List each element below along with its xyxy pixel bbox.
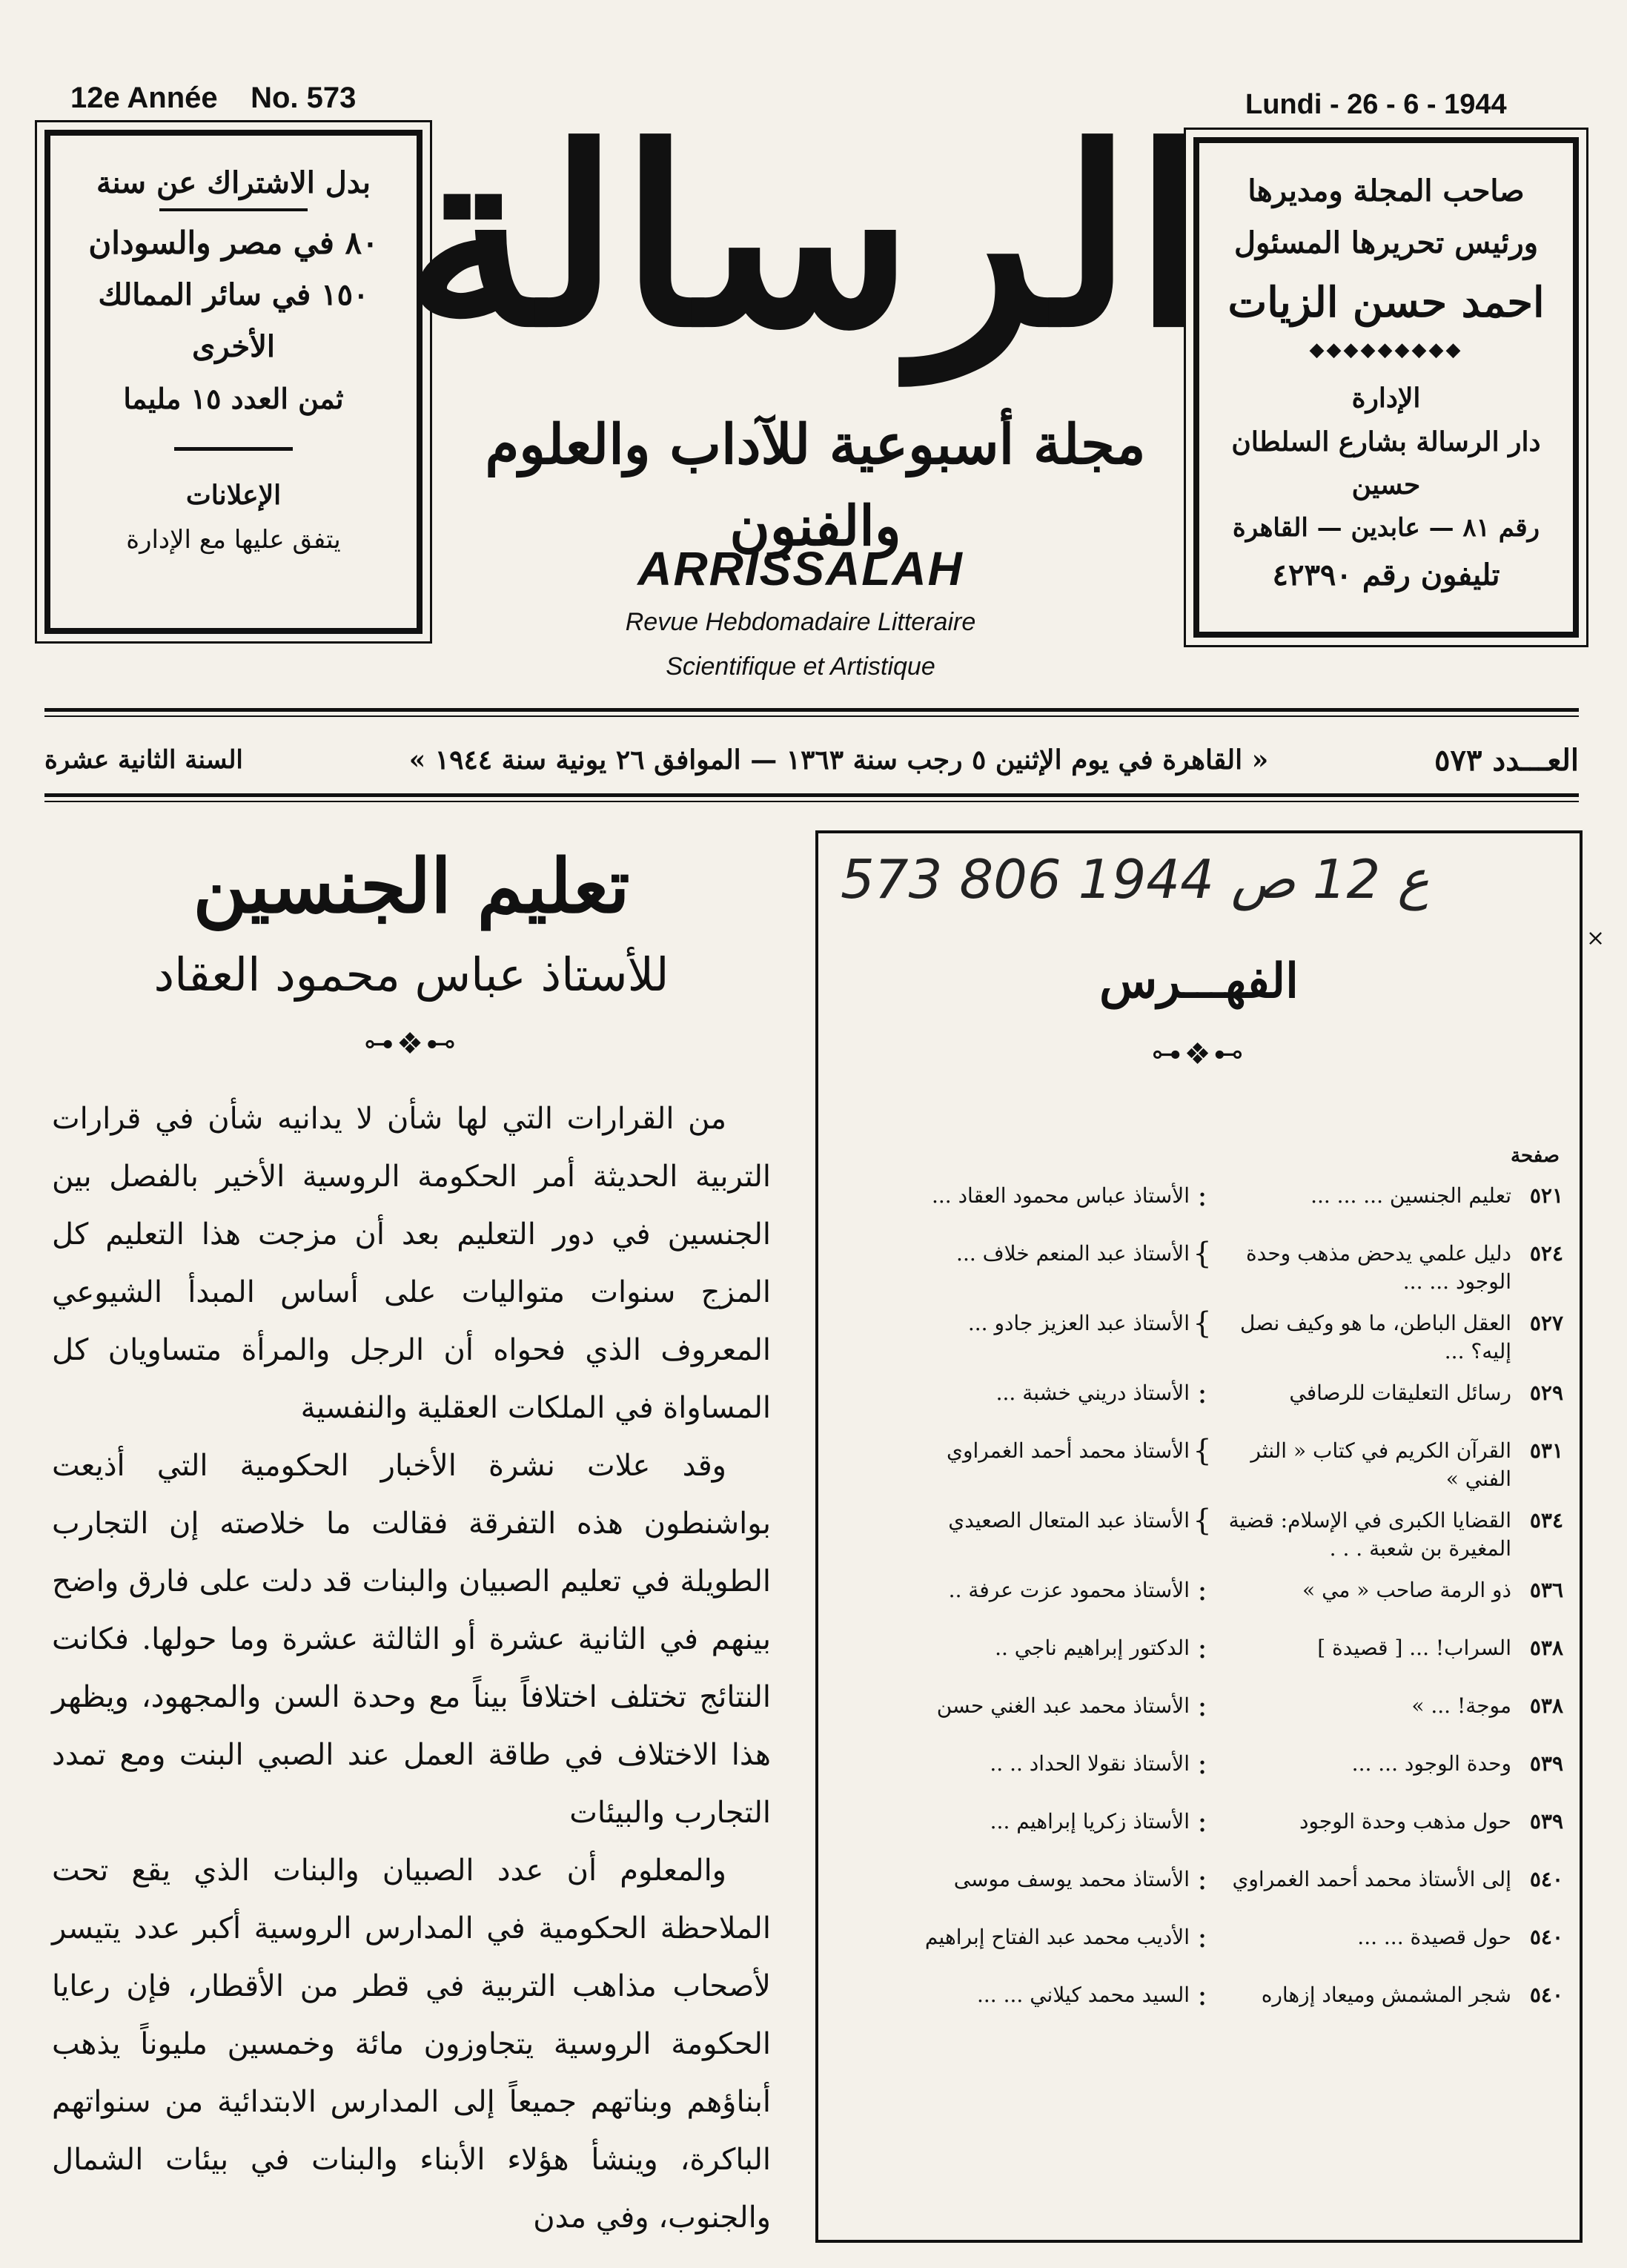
bottom-rule bbox=[44, 793, 1579, 797]
toc-separator: : bbox=[1197, 1689, 1207, 1723]
toc-page-number: ٥٤٠ bbox=[1529, 1867, 1563, 1891]
toc-page-number: ٥٣٦ bbox=[1529, 1578, 1563, 1602]
masthead-subtitle: مجلة أسبوعية للآداب والعلوم والفنون bbox=[485, 413, 1146, 558]
toc-separator: } bbox=[1193, 1237, 1212, 1271]
toc-entry-title: رسائل التعليقات للرصافي bbox=[1289, 1381, 1511, 1405]
toc-entry-author: الأستاذ عباس محمود العقاد ... bbox=[931, 1183, 1190, 1208]
dateline-issue: العـــدد ٥٧٣ bbox=[1434, 742, 1579, 778]
toc-title: الفهـــرس bbox=[1099, 953, 1299, 1009]
owner-line: صاحب المجلة ومديرها bbox=[1247, 173, 1525, 208]
toc-separator: } bbox=[1193, 1434, 1212, 1468]
toc-page-number: ٥٣٤ bbox=[1529, 1508, 1563, 1533]
top-rule bbox=[44, 708, 1579, 712]
toc-page-number: ٥٣٩ bbox=[1529, 1751, 1563, 1776]
issue-number-latin: No. 573 bbox=[251, 82, 357, 114]
article-ornament: ⊶❖⊷ bbox=[364, 1027, 459, 1061]
toc-row bbox=[833, 1631, 1563, 1679]
handwritten-catalog-note: 573 ع 12 ص 1944 806 bbox=[841, 848, 1430, 910]
toc-ornament: ⊶❖⊷ bbox=[1151, 1037, 1247, 1071]
toc-entry-author: الأستاذ محمد أحمد الغمراوي bbox=[947, 1438, 1190, 1463]
toc-separator: : bbox=[1197, 1179, 1207, 1213]
subscription-line: ٨٠ في مصر والسودان bbox=[88, 225, 379, 261]
owner-name: احمد حسن الزيات bbox=[1227, 278, 1545, 327]
toc-separator: : bbox=[1197, 1376, 1207, 1410]
subscription-line: بدل الاشتراك عن سنة bbox=[96, 165, 371, 200]
toc-separator: : bbox=[1197, 1747, 1207, 1781]
toc-row bbox=[833, 1805, 1563, 1852]
price-line: ثمن العدد ١٥ مليما bbox=[123, 382, 344, 415]
toc-separator: } bbox=[1193, 1504, 1212, 1538]
toc-entry-title: ذو الرمة صاحب « مي » bbox=[1302, 1578, 1511, 1602]
address-line: دار الرسالة بشارع السلطان حسين bbox=[1231, 426, 1541, 500]
top-rule-thin bbox=[44, 715, 1579, 717]
toc-page-number: ٥٣٨ bbox=[1529, 1693, 1563, 1718]
dateline-date: « القاهرة في يوم الإثنين ٥ رجب سنة ١٣٦٣ — الموافق ٢٦ يونية سنة ١٩٤٤ » bbox=[408, 744, 1269, 776]
toc-entry-title: موجة! ... » bbox=[1411, 1693, 1511, 1718]
article-author: للأستاذ عباس محمود العقاد bbox=[153, 948, 669, 1002]
article-paragraph: وقد علات نشرة الأخبار الحكومية التي أذيعت بواشنطون هذه التفرقة فقالت ما خلاصته إن التجارب الطويلة في تعليم الصبيان والبنات قد دلت على فارق واضح بينهم في الثانية عشرة أو الثالثة عشرة وما حولها. فكانت النتائج تختلف اختلافاً بيناً مع وحدة السن والمجهود، ويظهر هذا الاختلاف في طاقة العمل عند الصبي البنت ومع تمدد التجارب والبيئات bbox=[52, 1449, 771, 1830]
toc-entry-author: السيد محمد كيلاني ... ... bbox=[976, 1983, 1190, 2007]
toc-page-number: ٥٢٩ bbox=[1529, 1381, 1563, 1405]
toc-entry-author: الأستاذ محمد عبد الغني حسن bbox=[936, 1693, 1190, 1718]
toc-row bbox=[833, 1504, 1563, 1563]
toc-separator: : bbox=[1197, 1862, 1207, 1897]
stray-mark: × bbox=[1586, 925, 1606, 951]
masthead-subtitle-latin-1: Revue Hebdomadaire Litteraire bbox=[625, 608, 976, 636]
toc-entry-author: الأستاذ محمود عزت عرفة .. bbox=[948, 1578, 1190, 1602]
dotted-divider: ◆◆◆◆◆◆◆◆◆ bbox=[1309, 339, 1463, 361]
toc-separator: : bbox=[1197, 1573, 1207, 1607]
toc-list bbox=[833, 1179, 1563, 2039]
toc-entry-title: السراب! ... [ قصيدة ] bbox=[1317, 1636, 1511, 1660]
toc-box bbox=[815, 830, 1583, 2243]
toc-entry-author: الأستاذ عبد العزيز جادو ... bbox=[967, 1311, 1190, 1335]
date-latin: Lundi - 26 - 6 - 1944 bbox=[1245, 89, 1507, 120]
toc-row bbox=[833, 1978, 1563, 2026]
article-title: تعليم الجنسين bbox=[193, 842, 630, 930]
toc-entry-title: حول مذهب وحدة الوجود bbox=[1299, 1809, 1511, 1834]
toc-entry-title: القرآن الكريم في كتاب « النثر الفني » bbox=[1250, 1438, 1511, 1491]
toc-row bbox=[833, 1573, 1563, 1621]
toc-separator: : bbox=[1197, 1920, 1207, 1954]
toc-entry-author: الأستاذ دريني خشبة ... bbox=[995, 1381, 1190, 1405]
ads-text: يتفق عليها مع الإدارة bbox=[126, 525, 341, 555]
toc-page-number: ٥٢٧ bbox=[1529, 1311, 1563, 1335]
toc-row bbox=[833, 1862, 1563, 1910]
masthead-subtitle-latin-2: Scientifique et Artistique bbox=[666, 652, 935, 681]
dateline-year: السنة الثانية عشرة bbox=[44, 745, 243, 775]
masthead-logo bbox=[403, 89, 1204, 400]
admin-heading: الإدارة bbox=[1351, 383, 1421, 414]
toc-separator: : bbox=[1197, 1805, 1207, 1839]
divider bbox=[159, 208, 308, 211]
bottom-rule-thin bbox=[44, 801, 1579, 802]
divider bbox=[174, 447, 293, 451]
owner-line: ورئيس تحريرها المسئول bbox=[1233, 225, 1539, 260]
toc-row bbox=[833, 1179, 1563, 1226]
ads-heading: الإعلانات bbox=[185, 480, 282, 511]
toc-separator: : bbox=[1197, 1631, 1207, 1665]
toc-entry-title: تعليم الجنسين ... ... ... bbox=[1310, 1183, 1511, 1208]
masthead-name-latin: ARRISSALAH bbox=[637, 542, 964, 595]
toc-row bbox=[833, 1434, 1563, 1493]
toc-row bbox=[833, 1376, 1563, 1424]
owner-box bbox=[1193, 137, 1579, 638]
toc-page-number: ٥٣٩ bbox=[1529, 1809, 1563, 1834]
toc-entry-author: الدكتور إبراهيم ناجي .. bbox=[995, 1636, 1190, 1660]
toc-entry-title: حول قصيدة ... ... bbox=[1357, 1925, 1511, 1949]
toc-entry-title: شجر المشمش وميعاد إزهاره bbox=[1261, 1983, 1511, 2007]
toc-separator: } bbox=[1193, 1306, 1212, 1340]
year-issue-label bbox=[70, 82, 356, 115]
toc-entry-title: إلى الأستاذ محمد أحمد الغمراوي bbox=[1232, 1867, 1511, 1891]
toc-page-number: ٥٢١ bbox=[1529, 1183, 1563, 1208]
toc-page-number: ٥٤٠ bbox=[1529, 1925, 1563, 1949]
toc-entry-title: القضايا الكبرى في الإسلام: قضية المغيرة بن شعبة . . . bbox=[1228, 1508, 1511, 1561]
year-label: 12e Année bbox=[70, 82, 218, 114]
address-line: رقم ٨١ — عابدين — القاهرة bbox=[1232, 513, 1540, 543]
toc-page-number: ٥٣١ bbox=[1529, 1438, 1563, 1463]
toc-row bbox=[833, 1306, 1563, 1366]
toc-row bbox=[833, 1747, 1563, 1794]
toc-page-label: صفحة bbox=[1511, 1145, 1560, 1167]
toc-entry-title: وحدة الوجود ... ... bbox=[1351, 1751, 1511, 1776]
toc-row bbox=[833, 1920, 1563, 1968]
toc-entry-author: الأستاذ عبد المتعال الصعيدي bbox=[948, 1508, 1190, 1533]
article-paragraph: والمعلوم أن عدد الصبيان والبنات الذي يقع تحت الملاحظة الحكومية في المدارس الروسية أكبر عدد يتيسر لأصحاب مذاهب التربية في قطر من الأقطار، فإن رعايا الحكومة الروسية يتجاوزون مائة وخمسين مليوناً يذهب أبناؤهم وبناتهم جميعاً إلى المدارس الابتدائية من سنواتهم الباكرة، وينشأ هؤلاء الأبناء والبنات في بيئات الشمال والجنوب، وفي مدن bbox=[52, 1854, 771, 2235]
toc-page-number: ٥٤٠ bbox=[1529, 1983, 1563, 2007]
toc-row bbox=[833, 1689, 1563, 1736]
toc-entry-author: الأديب محمد عبد الفتاح إبراهيم bbox=[924, 1925, 1190, 1949]
toc-separator: : bbox=[1197, 1978, 1207, 2012]
toc-entry-author: الأستاذ زكريا إبراهيم ... bbox=[990, 1809, 1190, 1834]
toc-entry-title: دليل علمي يدحض مذهب وحدة الوجود ... ... bbox=[1245, 1241, 1511, 1294]
phone-line: تليفون رقم ٤٢٣٩٠ bbox=[1272, 558, 1500, 592]
toc-entry-author: الأستاذ نقولا الحداد .. .. bbox=[990, 1751, 1190, 1776]
toc-entry-title: العقل الباطن، ما هو وكيف نصل إليه؟ ... bbox=[1240, 1311, 1511, 1363]
logo-text: الرسالة bbox=[403, 93, 1204, 381]
toc-entry-author: الأستاذ عبد المنعم خلاف ... bbox=[956, 1241, 1190, 1266]
article-paragraph: من القرارات التي لها شأن لا يدانيه شأن في قرارات التربية الحديثة أمر الحكومة الروسية الأخير بالفصل بين الجنسين في دور التعليم بعد أن مزجت هذا التعليم كل المزج سنوات متواليات على أساس المبدأ الشيوعي المعروف الذي فحواه أن الرجل والمرأة متساويان كل المساواة في الملكات العقلية والنفسية bbox=[52, 1102, 771, 1425]
dateline bbox=[44, 730, 1579, 790]
toc-page-number: ٥٣٨ bbox=[1529, 1636, 1563, 1660]
toc-entry-author: الأستاذ محمد يوسف موسى bbox=[953, 1867, 1190, 1891]
toc-row bbox=[833, 1237, 1563, 1296]
article-body bbox=[52, 1090, 771, 2246]
toc-page-number: ٥٢٤ bbox=[1529, 1241, 1563, 1266]
subscription-box bbox=[44, 130, 423, 634]
subscription-line: ١٥٠ في سائر الممالك الأخرى bbox=[98, 277, 369, 364]
